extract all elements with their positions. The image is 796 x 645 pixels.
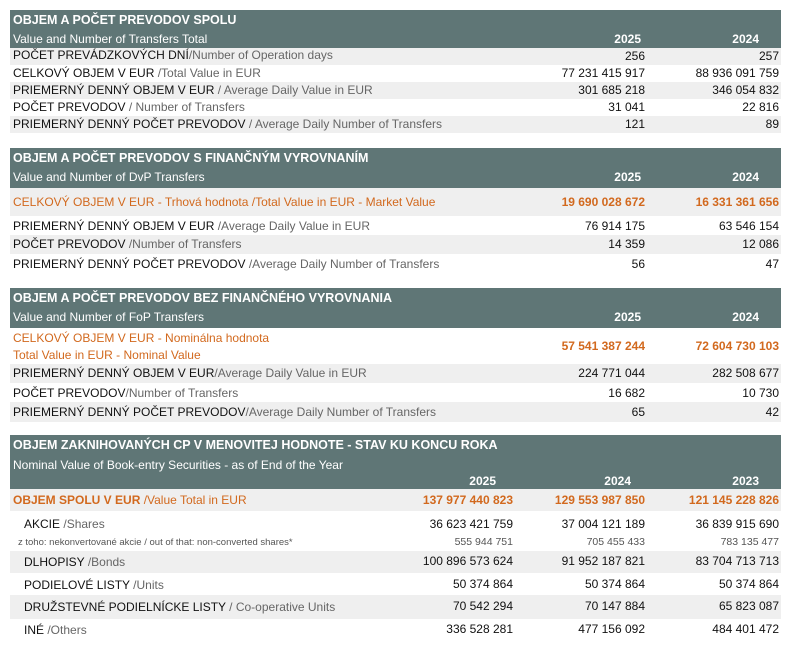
value-2024: 12 086 <box>742 237 779 251</box>
row-label-en: /Average Daily Value in EUR <box>214 366 367 380</box>
row-label-sk: AKCIE <box>24 517 64 531</box>
value-2024: 10 730 <box>742 386 779 400</box>
value-2025: 16 682 <box>608 386 645 400</box>
table-row-highlight <box>10 328 781 364</box>
section-header <box>10 435 781 489</box>
value-2024: 70 147 884 <box>584 599 645 613</box>
table-row <box>10 383 781 402</box>
table-row-highlight <box>10 489 781 511</box>
row-label-en: /Number of Transfers <box>125 386 239 400</box>
row-label-en: /Others <box>47 623 87 637</box>
row-label-en: / Co-operative Units <box>229 600 336 614</box>
value-2024: 89 <box>765 117 779 131</box>
section-subtitle: Nominal Value of Book-entry Securities - as of End of the Year <box>13 458 343 472</box>
section-fop-transfers <box>10 288 781 422</box>
year-header: 2023 <box>732 474 759 488</box>
table-row <box>10 573 781 595</box>
row-label-sk: PRIEMERNÝ DENNÝ OBJEM V EUR <box>13 366 215 380</box>
section-dvp-transfers <box>10 148 781 274</box>
value-2024: 16 331 361 656 <box>695 195 779 209</box>
section-transfers-total <box>10 10 781 133</box>
row-label-en: /Shares <box>63 517 105 531</box>
table-row-highlight <box>10 188 781 216</box>
value-2025: 36 623 421 759 <box>429 517 513 531</box>
row-label-sk: CELKOVÝ OBJEM V EUR - Nominálna hodnota <box>13 331 270 345</box>
row-label-en: Total Value in EUR - Nominal Value <box>13 348 201 362</box>
value-2023: 50 374 864 <box>718 577 779 591</box>
row-label-en: / Average Daily Number of Transfers <box>248 117 443 131</box>
year-header: 2024 <box>732 170 759 184</box>
value-2024: 88 936 091 759 <box>695 66 779 80</box>
row-label-en: /Average Daily Number of Transfers <box>248 257 440 271</box>
value-2023: 783 135 477 <box>720 536 779 548</box>
section-title: OBJEM ZAKNIHOVANÝCH CP V MENOVITEJ HODNOTE - STAV KU KONCU ROKA <box>13 438 498 452</box>
row-label-sk: PRIEMERNÝ DENNÝ POČET PREVODOV <box>13 257 249 271</box>
row-label-sk: CELKOVÝ OBJEM V EUR <box>13 66 158 80</box>
row-label-en: /Average Daily Number of Transfers <box>245 405 437 419</box>
value-2025: 14 359 <box>608 237 645 251</box>
year-header: 2025 <box>614 310 641 324</box>
value-2025: 56 <box>631 257 645 271</box>
value-2025: 57 541 387 244 <box>561 339 645 353</box>
year-header: 2025 <box>469 474 496 488</box>
value-2025: 76 914 175 <box>584 219 645 233</box>
row-label-en: /Value Total in EUR <box>143 493 247 507</box>
value-2024: 346 054 832 <box>712 83 779 97</box>
row-label-sk: INÉ <box>24 623 48 637</box>
section-subtitle: Value and Number of FoP Transfers <box>13 310 204 324</box>
value-2025: 77 231 415 917 <box>561 66 645 80</box>
section-title: OBJEM A POČET PREVODOV BEZ FINANČNÉHO VYROVNANIA <box>13 291 392 305</box>
year-header: 2024 <box>732 32 759 46</box>
value-2025: 100 896 573 624 <box>422 554 513 568</box>
table-row <box>10 535 781 551</box>
value-2023: 484 401 472 <box>712 622 779 636</box>
row-label-sk: POČET PREVÁDZKOVÝCH DNÍ <box>13 48 189 62</box>
table-row <box>10 235 781 254</box>
value-2025: 19 690 028 672 <box>561 195 645 209</box>
value-2025: 121 <box>624 117 645 131</box>
value-2025: 70 542 294 <box>452 599 513 613</box>
value-2024: 72 604 730 103 <box>695 339 779 353</box>
value-2024: 22 816 <box>742 100 779 114</box>
row-label-sk: PRIEMERNÝ DENNÝ OBJEM V EUR <box>13 83 218 97</box>
row-label-sk: OBJEM SPOLU V EUR <box>13 493 144 507</box>
row-label-en: /Average Daily Value in EUR <box>217 219 370 233</box>
value-2025: 31 041 <box>608 100 645 114</box>
table-row <box>10 99 781 116</box>
row-label-sk: DRUŽSTEVNÉ PODIELNÍCKE LISTY <box>24 600 230 614</box>
row-label-sk: POČET PREVODOV <box>13 100 129 114</box>
row-label-sk: POČET PREVODOV <box>13 386 126 400</box>
row-label-en: /Number of Operation days <box>188 48 333 62</box>
value-2024: 91 952 187 821 <box>561 554 645 568</box>
value-2024: 129 553 987 850 <box>554 493 645 507</box>
value-2023: 36 839 915 690 <box>695 517 779 531</box>
value-2024: 63 546 154 <box>718 219 779 233</box>
value-2024: 257 <box>758 49 779 63</box>
section-header <box>10 288 781 328</box>
value-2024: 42 <box>765 405 779 419</box>
year-header: 2024 <box>604 474 631 488</box>
table-row <box>10 551 781 573</box>
row-label-en: / Average Daily Value in EUR <box>217 83 373 97</box>
row-label-en: /Total Value in EUR <box>157 66 261 80</box>
value-2025: 50 374 864 <box>452 577 513 591</box>
value-2025: 137 977 440 823 <box>422 493 513 507</box>
section-book-entry-securities <box>10 435 781 641</box>
table-row <box>10 595 781 619</box>
value-2024: 37 004 121 189 <box>561 517 645 531</box>
value-2023: 65 823 087 <box>718 599 779 613</box>
section-title: OBJEM A POČET PREVODOV S FINANČNÝM VYROVNANÍM <box>13 151 369 165</box>
value-2025: 301 685 218 <box>578 83 645 97</box>
value-2025: 65 <box>631 405 645 419</box>
table-row <box>10 254 781 274</box>
section-subtitle: Value and Number of DvP Transfers <box>13 170 205 184</box>
row-label-sk: DLHOPISY <box>24 555 88 569</box>
value-2025: 555 944 751 <box>454 536 513 548</box>
year-header: 2024 <box>732 310 759 324</box>
row-label-en: /Number of Transfers <box>128 237 242 251</box>
year-header: 2025 <box>614 170 641 184</box>
value-2024: 282 508 677 <box>712 366 779 380</box>
value-2024: 705 455 433 <box>586 536 645 548</box>
row-label-en: / Number of Transfers <box>128 100 245 114</box>
table-row <box>10 48 781 65</box>
table-row <box>10 82 781 99</box>
row-label-sk: z toho: nekonvertované akcie / out of that: non-converted shares* <box>18 537 293 548</box>
table-row <box>10 216 781 235</box>
value-2023: 83 704 713 713 <box>695 554 779 568</box>
value-2024: 47 <box>765 257 779 271</box>
row-label-en: /Bonds <box>87 555 126 569</box>
value-2024: 50 374 864 <box>584 577 645 591</box>
table-row <box>10 65 781 82</box>
row-label-sk: POČET PREVODOV <box>13 237 129 251</box>
row-label-en: /Units <box>133 578 164 592</box>
value-2023: 121 145 228 826 <box>688 493 779 507</box>
section-title: OBJEM A POČET PREVODOV SPOLU <box>13 13 237 27</box>
table-row <box>10 511 781 535</box>
value-2024: 477 156 092 <box>578 622 645 636</box>
row-label-sk: PRIEMERNÝ DENNÝ POČET PREVODOV <box>13 117 249 131</box>
table-row <box>10 116 781 133</box>
table-row <box>10 619 781 641</box>
value-2025: 256 <box>624 49 645 63</box>
value-2025: 336 528 281 <box>446 622 513 636</box>
table-row <box>10 364 781 383</box>
section-header <box>10 148 781 188</box>
section-subtitle: Value and Number of Transfers Total <box>13 32 208 46</box>
table-row <box>10 402 781 422</box>
value-2025: 224 771 044 <box>578 366 645 380</box>
row-label-sk: PRIEMERNÝ DENNÝ OBJEM V EUR <box>13 219 218 233</box>
row-label-sk: CELKOVÝ OBJEM V EUR - Trhová hodnota <box>13 195 252 209</box>
section-header <box>10 10 781 48</box>
year-header: 2025 <box>614 32 641 46</box>
row-label-sk: PRIEMERNÝ DENNÝ POČET PREVODOV <box>13 405 246 419</box>
row-label-en: /Total Value in EUR - Market Value <box>251 195 436 209</box>
row-label-sk: PODIELOVÉ LISTY <box>24 578 134 592</box>
